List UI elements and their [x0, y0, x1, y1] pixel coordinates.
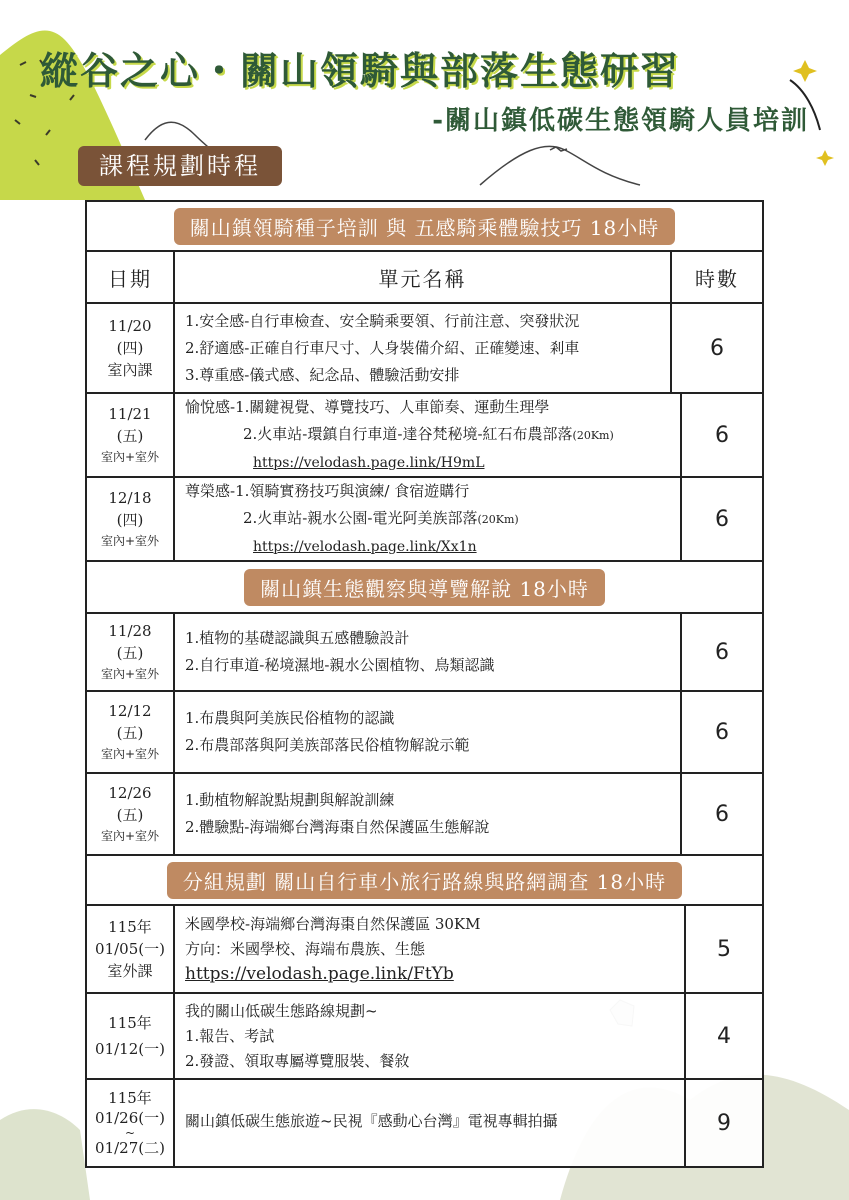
- route-link[interactable]: https://velodash.page.link/Xx1n: [253, 538, 477, 555]
- row-date: 115年 01/26(一) ~ 01/27(二): [87, 1080, 175, 1166]
- row-unit: 1.安全感-自行車檢查、安全騎乘要領、行前注意、突發狀況 2.舒適感-正確自行車尺寸、人身裝備介紹、正確變速、剎車 3.尊重感-儀式感、紀念品、體驗活動安排: [175, 304, 672, 392]
- table-row: [87, 906, 762, 994]
- row-unit: 1.布農與阿美族民俗植物的認識 2.布農部落與阿美族部落民俗植物解說示範: [175, 692, 682, 772]
- row-unit: 我的關山低碳生態路線規劃~ 1.報告、考試 2.發證、領取專屬導覽服裝、餐敘: [175, 994, 686, 1078]
- row-hours: 9: [717, 1110, 731, 1136]
- schedule-label: 課程規劃時程: [78, 146, 282, 186]
- section-title: 關山鎮領騎種子培訓 與 五感騎乘體驗技巧 18小時: [174, 208, 676, 245]
- row-unit: 1.動植物解說點規劃與解說訓練 2.體驗點-海端鄉台灣海棗自然保護區生態解說: [175, 774, 682, 854]
- header-unit: 單元名稱: [175, 252, 672, 302]
- table-row: [87, 994, 762, 1080]
- table-header-row: [87, 252, 762, 304]
- table-row: [87, 304, 762, 394]
- row-unit: 尊榮感-1.領騎實務技巧與演練/ 食宿遊購行 2.火車站-親水公園-電光阿美族部落(20Km) https://velodash.page.link/Xx1n: [175, 478, 682, 560]
- row-hours: 5: [717, 936, 731, 962]
- table-row: [87, 1080, 762, 1166]
- table-row: [87, 774, 762, 856]
- row-hours: 6: [710, 335, 724, 361]
- row-date: 12/12 (五) 室內+室外: [87, 692, 175, 772]
- route-link[interactable]: https://velodash.page.link/H9mL: [253, 454, 485, 471]
- page-title: 縱谷之心・關山領騎與部落生態研習: [40, 49, 681, 93]
- row-unit: 愉悅感-1.關鍵視覺、導覽技巧、人車節奏、運動生理學 2.火車站-環鎮自行車道-達谷梵秘境-紅石布農部落(20Km) https://velodash.page.link/H9mL: [175, 394, 682, 476]
- section-header-3: [87, 856, 762, 906]
- row-date: 115年 01/05(一) 室外課: [87, 906, 175, 992]
- row-hours: 6: [715, 639, 729, 665]
- route-link[interactable]: https://velodash.page.link/FtYb: [185, 963, 454, 984]
- table-row: [87, 394, 762, 478]
- row-unit: 關山鎮低碳生態旅遊~民視『感動心台灣』電視專輯拍攝: [175, 1080, 686, 1166]
- table-row: [87, 478, 762, 562]
- row-date: 115年 01/12(一): [87, 994, 175, 1078]
- schedule-table: [85, 200, 764, 1168]
- row-hours: 4: [717, 1023, 731, 1049]
- section-header-1: [87, 202, 762, 252]
- row-date: 11/20 (四) 室內課: [87, 304, 175, 392]
- row-unit: 1.植物的基礎認識與五感體驗設計 2.自行車道-秘境濕地-親水公園植物、鳥類認識: [175, 614, 682, 690]
- section-title: 分組規劃 關山自行車小旅行路線與路網調查 18小時: [167, 862, 682, 899]
- table-row: [87, 614, 762, 692]
- row-hours: 6: [715, 719, 729, 745]
- header-hours: 時數: [695, 266, 739, 291]
- table-row: [87, 692, 762, 774]
- row-hours: 6: [715, 506, 729, 532]
- section-header-2: [87, 562, 762, 614]
- row-hours: 6: [715, 422, 729, 448]
- row-date: 11/21 (五) 室內+室外: [87, 394, 175, 476]
- page-subtitle: -關山鎮低碳生態領騎人員培訓: [432, 106, 809, 136]
- header-date: 日期: [87, 252, 175, 302]
- row-date: 12/26 (五) 室內+室外: [87, 774, 175, 854]
- row-date: 11/28 (五) 室內+室外: [87, 614, 175, 690]
- section-title: 關山鎮生態觀察與導覽解說 18小時: [244, 569, 605, 606]
- row-unit: 米國學校-海端鄉台灣海棗自然保護區 30KM 方向：米國學校、海端布農族、生態 https://velodash.page.link/FtYb: [175, 906, 686, 992]
- row-date: 12/18 (四) 室內+室外: [87, 478, 175, 560]
- row-hours: 6: [715, 801, 729, 827]
